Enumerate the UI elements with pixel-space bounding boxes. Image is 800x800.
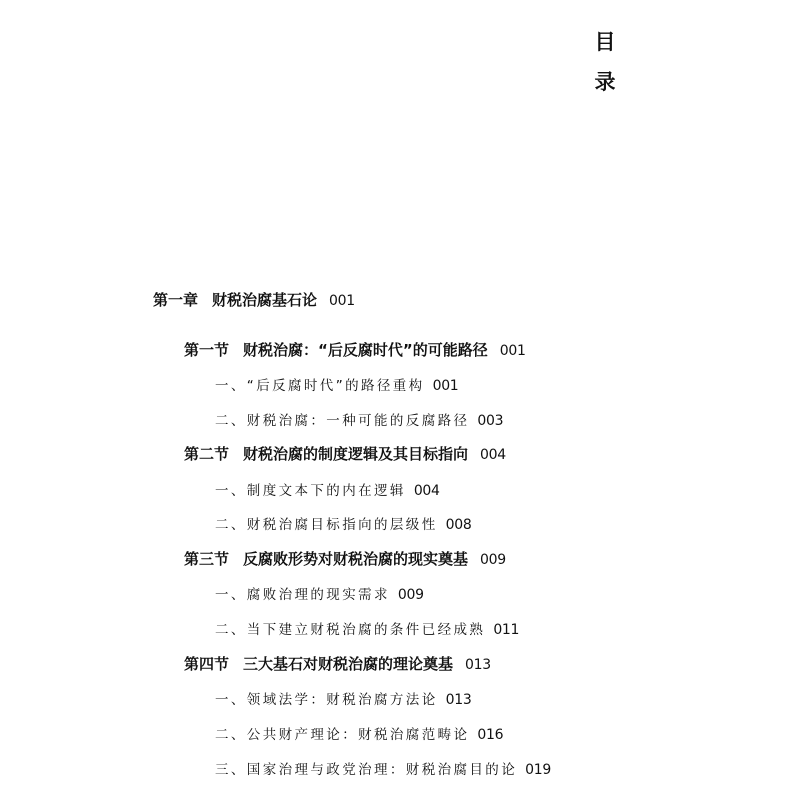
section-number: 第四节 [184,655,230,673]
section-number: 第一节 [184,341,230,359]
item-title: 三、国家治理与政党治理：财税治腐目的论 [215,762,518,778]
section-number: 第三节 [184,550,230,568]
page-number: 016 [477,727,504,743]
toc-section-2[interactable] [184,443,506,464]
section-title: 三大基石对财税治腐的理论奠基 [243,655,454,673]
toc-item[interactable] [215,374,458,394]
item-title: 一、腐败治理的现实需求 [215,587,390,603]
toc-item[interactable] [215,409,503,429]
page-number: 003 [477,413,504,429]
item-title: 一、制度文本下的内在逻辑 [215,483,406,499]
page-number: 004 [413,483,440,499]
page-number: 009 [480,552,506,568]
toc-item[interactable] [215,688,471,708]
toc-heading-char-1: 目 [594,30,616,54]
toc-item[interactable] [215,479,440,499]
toc-item[interactable] [215,723,503,743]
item-title: 二、当下建立财税治腐的条件已经成熟 [215,622,486,638]
toc-heading-char-2: 录 [594,70,616,94]
toc-heading [590,32,620,93]
toc-section-1[interactable] [184,339,526,360]
item-title: 二、公共财产理论：财税治腐范畴论 [215,727,470,743]
page-number: 001 [499,343,526,359]
item-title: 一、“后反腐时代”的路径重构 [215,378,425,394]
toc-chapter-1[interactable] [153,289,355,310]
page-number: 013 [445,692,472,708]
section-number: 第二节 [184,445,230,463]
page-number: 008 [445,517,472,533]
chapter-title: 财税治腐基石论 [212,291,318,309]
toc-item[interactable] [215,583,424,603]
chapter-number: 第一章 [153,291,199,309]
page-number: 013 [465,657,491,673]
item-title: 一、领域法学：财税治腐方法论 [215,692,438,708]
page-number: 009 [397,587,424,603]
toc-section-4[interactable] [184,653,491,674]
section-title: 反腐败形势对财税治腐的现实奠基 [243,550,469,568]
section-title: 财税治腐的制度逻辑及其目标指向 [243,445,469,463]
page-number: 004 [480,447,506,463]
item-title: 二、财税治腐：一种可能的反腐路径 [215,413,470,429]
item-title: 二、财税治腐目标指向的层级性 [215,517,438,533]
toc-item[interactable] [215,758,551,778]
toc-item[interactable] [215,513,471,533]
toc-section-3[interactable] [184,548,506,569]
page-number: 001 [432,378,459,394]
page-number: 011 [493,622,520,638]
page-number: 001 [329,293,355,309]
page-number: 019 [525,762,551,778]
section-title: 财税治腐：“后反腐时代”的可能路径 [243,341,488,359]
toc-item[interactable] [215,618,519,638]
